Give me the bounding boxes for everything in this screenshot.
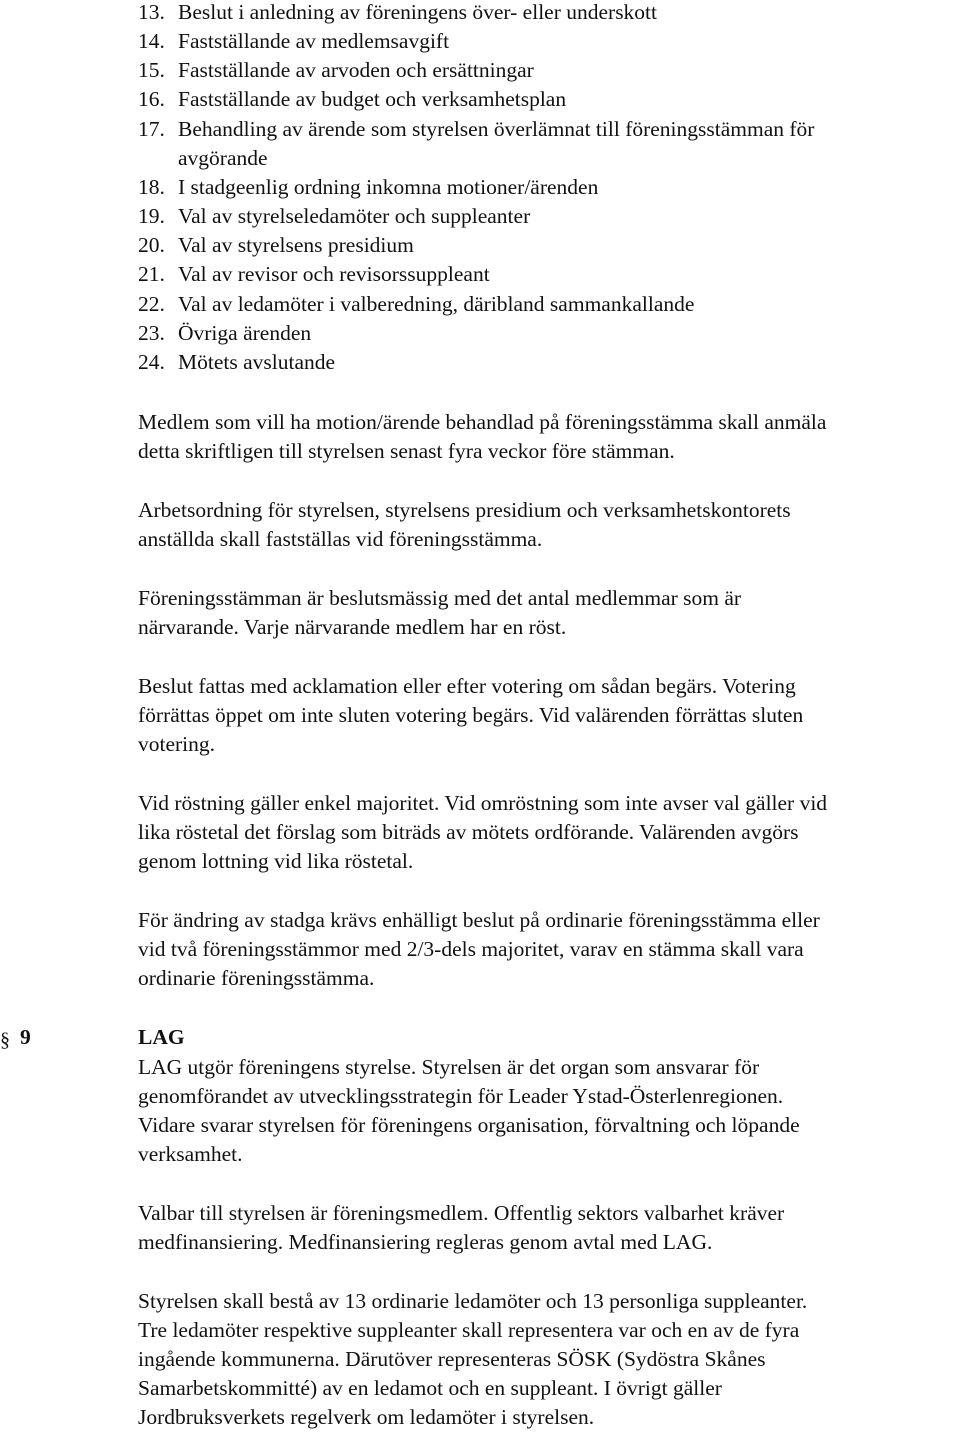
paragraph-line: Vid röstning gäller enkel majoritet. Vid omröstning som inte avser val gäller vid [138, 791, 828, 815]
paragraph-line: förrättas öppet om inte sluten votering begärs. Vid valärenden förrättas sluten [138, 703, 804, 727]
agenda-item: 16. Fastställande av budget och verksamhetsplan [138, 87, 567, 111]
section-number: 9 [20, 1025, 31, 1049]
agenda-item: 20. Val av styrelsens presidium [138, 233, 414, 257]
section-paragraph-line: Tre ledamöter respektive suppleanter skall representera var och en av de fyra [138, 1318, 800, 1342]
section-paragraph-line: verksamhet. [138, 1142, 243, 1166]
paragraph-line: För ändring av stadga krävs enhälligt beslut på ordinarie föreningsstämma eller [138, 908, 820, 932]
paragraph-line: votering. [138, 732, 216, 756]
paragraph-line: vid två föreningsstämmor med 2/3-dels majoritet, varav en stämma skall vara [138, 937, 804, 961]
section-paragraph-line: Samarbetskommitté) av en ledamot och en suppleant. I övrigt gäller [138, 1376, 722, 1400]
section-paragraph-line: ingående kommunerna. Därutöver representeras SÖSK (Sydöstra Skånes [138, 1347, 766, 1371]
agenda-item: 21. Val av revisor och revisorssuppleant [138, 262, 490, 286]
agenda-item: 22. Val av ledamöter i valberedning, däribland sammankallande [138, 292, 695, 316]
section-paragraph-line: Vidare svarar styrelsen för föreningens organisation, förvaltning och löpande [138, 1113, 800, 1137]
section-symbol: § [0, 1029, 10, 1051]
section-paragraph-line: Jordbruksverkets regelverk om ledamöter i styrelsen. [138, 1405, 595, 1429]
paragraph-line: Arbetsordning för styrelsen, styrelsens presidium och verksamhetskontorets [138, 498, 791, 522]
agenda-item: 18. I stadgeenlig ordning inkomna motioner/ärenden [138, 175, 599, 199]
section-title: LAG [138, 1025, 185, 1049]
agenda-item: 17. Behandling av ärende som styrelsen överlämnat till föreningsstämman för [138, 117, 815, 141]
paragraph-line: ordinarie föreningsstämma. [138, 966, 375, 990]
section-paragraph-line: Valbar till styrelsen är föreningsmedlem. Offentlig sektors valbarhet kräver [138, 1201, 785, 1225]
paragraph-line: genom lottning vid lika röstetal. [138, 849, 414, 873]
section-paragraph-line: genomförandet av utvecklingsstrategin för Leader Ystad-Österlenregionen. [138, 1084, 784, 1108]
section-paragraph-line: medfinansiering. Medfinansiering regleras genom avtal med LAG. [138, 1230, 713, 1254]
agenda-item: 15. Fastställande av arvoden och ersättningar [138, 58, 534, 82]
paragraph-line: Medlem som vill ha motion/ärende behandlad på föreningsstämma skall anmäla [138, 410, 827, 434]
paragraph-line: Föreningsstämman är beslutsmässig med det antal medlemmar som är [138, 586, 742, 610]
agenda-item: 14. Fastställande av medlemsavgift [138, 29, 450, 53]
paragraph-line: anställda skall fastställas vid föreningsstämma. [138, 527, 543, 551]
section-paragraph-line: LAG utgör föreningens styrelse. Styrelsen är det organ som ansvarar för [138, 1055, 760, 1079]
paragraph-line: närvarande. Varje närvarande medlem har en röst. [138, 615, 567, 639]
paragraph-line: detta skriftligen till styrelsen senast fyra veckor före stämman. [138, 439, 675, 463]
section-paragraph-line: Styrelsen skall bestå av 13 ordinarie ledamöter och 13 personliga suppleanter. [138, 1289, 808, 1313]
paragraph-line: lika röstetal det förslag som biträds av mötets ordförande. Valärenden avgörs [138, 820, 799, 844]
paragraph-line: Beslut fattas med acklamation eller efter votering om sådan begärs. Votering [138, 674, 796, 698]
agenda-item: 24. Mötets avslutande [138, 350, 336, 374]
agenda-item: 23. Övriga ärenden [138, 321, 312, 345]
agenda-item: 19. Val av styrelseledamöter och suppleanter [138, 204, 531, 228]
agenda-item: 13. Beslut i anledning av föreningens över- eller underskott [138, 0, 658, 24]
agenda-item-continuation: avgörande [178, 146, 268, 170]
